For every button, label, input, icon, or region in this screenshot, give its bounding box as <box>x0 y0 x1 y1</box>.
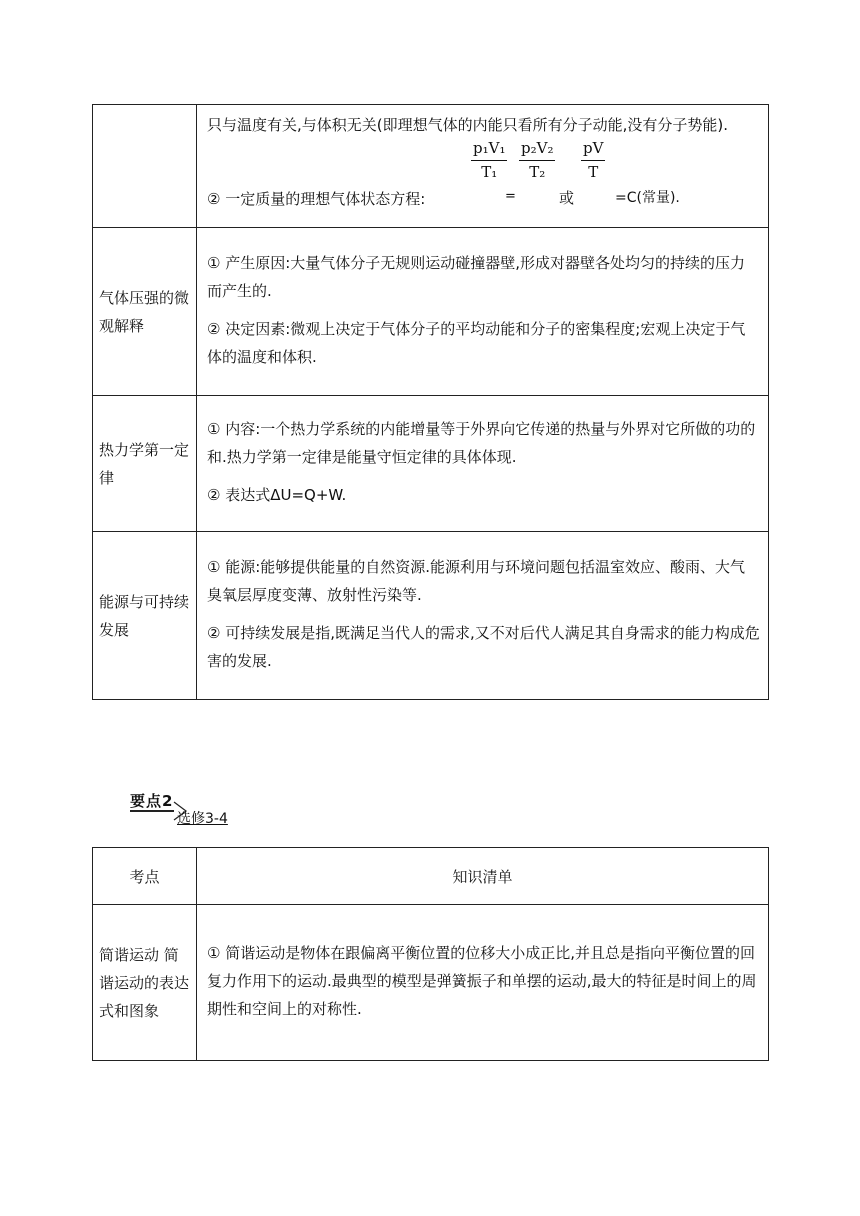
content-cell <box>197 905 769 1061</box>
table-row <box>93 396 769 532</box>
content-line: 只与温度有关,与体积无关(即理想气体的内能只看所有分子动能,没有分子势能). <box>207 116 729 134</box>
knowledge-table-2 <box>92 847 769 1061</box>
content-line: ① 简谐运动是物体在跟偏离平衡位置的位移大小成正比,并且总是指向平衡位置的回复力作用下的运动.最典型的模型是弹簧振子和单摆的运动,最大的特征是时间上的周期性和空间上的对称性. <box>207 943 757 1018</box>
content-line: ① 内容:一个热力学系统的内能增量等于外界向它传递的热量与外界对它所做的功的和.热力学第一定律是能量守恒定律的具体体现. <box>207 419 756 466</box>
content-line: ① 能源:能够提供能量的自然资源.能源利用与环境问题包括温室效应、酸雨、大气臭氧层厚度变薄、放射性污染等. <box>207 557 746 604</box>
formula-lead: ② 一定质量的理想气体状态方程: <box>207 190 426 208</box>
section-title: 选修3-4 <box>177 811 228 827</box>
category-cell: 热力学第一定律 <box>93 396 197 532</box>
formula-tail: =C(常量). <box>615 190 680 206</box>
content-line: ② 决定因素:微观上决定于气体分子的平均动能和分子的密集程度;宏观上决定于气体的温度和体积. <box>207 319 746 366</box>
section-heading <box>130 790 270 830</box>
fraction-p1v1-over-t1 <box>471 139 507 181</box>
or-word: 或 <box>559 189 575 207</box>
category-cell: 简谐运动 简谐运动的表达式和图象 <box>93 905 197 1061</box>
content-cell <box>197 105 769 228</box>
content-cell <box>197 396 769 532</box>
section-badge: 要点2 <box>130 792 174 810</box>
content-line: ② 表达式ΔU=Q+W. <box>207 485 347 504</box>
fraction-denominator: T₂ <box>529 163 546 181</box>
header-cell-topic: 考点 <box>93 848 197 905</box>
table-row <box>93 905 769 1061</box>
category-cell: 能源与可持续发展 <box>93 532 197 700</box>
table-row <box>93 105 769 228</box>
table-row <box>93 228 769 396</box>
table-header-row <box>93 848 769 905</box>
fraction-denominator: T₁ <box>481 163 498 181</box>
fraction-numerator: pV <box>581 139 605 161</box>
content-cell <box>197 532 769 700</box>
content-line: ① 产生原因:大量气体分子无规则运动碰撞器壁,形成对器壁各处均匀的持续的压力而产生的. <box>207 253 746 300</box>
fraction-numerator: p₁V₁ <box>471 139 507 161</box>
table-row <box>93 532 769 700</box>
fraction-pv-over-t <box>581 139 605 181</box>
fraction-numerator: p₂V₂ <box>519 139 555 161</box>
state-equation-formula <box>207 139 760 223</box>
header-cell-knowledge: 知识清单 <box>197 848 769 905</box>
badge-underline <box>130 810 174 812</box>
fraction-denominator: T <box>588 163 599 181</box>
knowledge-table-1 <box>92 104 769 700</box>
category-cell <box>93 105 197 228</box>
content-cell <box>197 228 769 396</box>
category-cell: 气体压强的微观解释 <box>93 228 197 396</box>
fraction-p2v2-over-t2 <box>519 139 555 181</box>
equals-sign: = <box>505 189 516 204</box>
content-line: ② 可持续发展是指,既满足当代人的需求,又不对后代人满足其自身需求的能力构成危害的发展. <box>207 623 760 670</box>
